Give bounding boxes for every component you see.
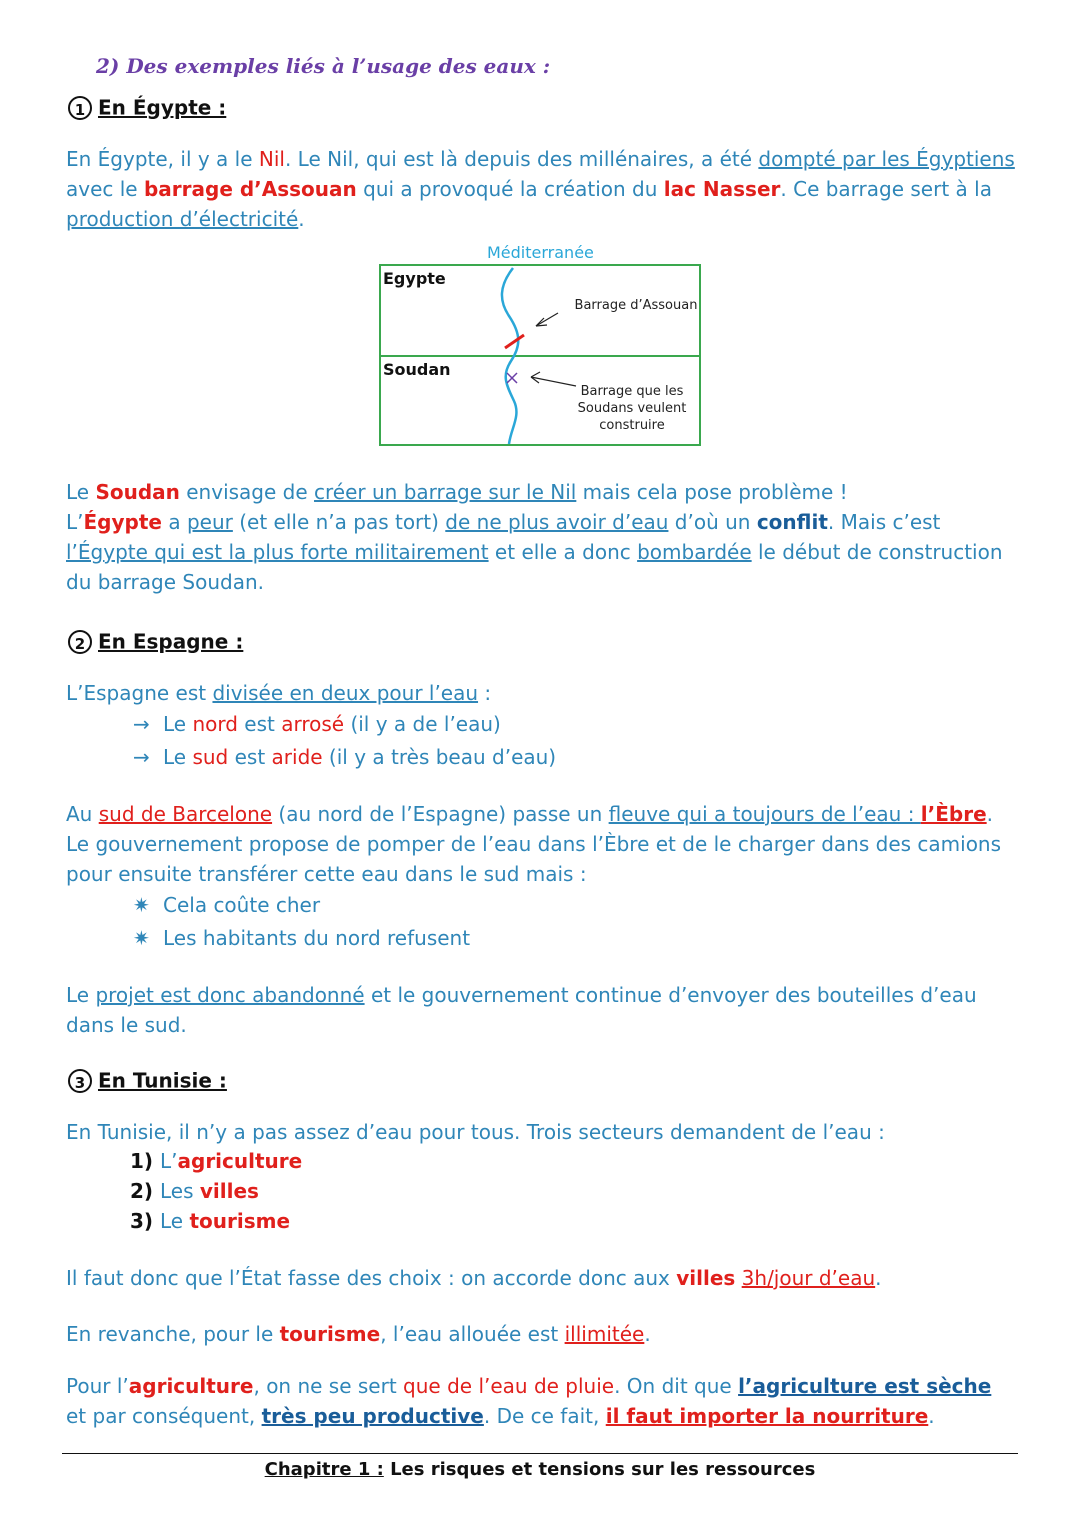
text: Le	[163, 712, 193, 736]
map-note-assouan: Barrage d’Assouan	[574, 298, 698, 313]
text: . Mais c’est	[827, 510, 941, 534]
keyword-soudan: Soudan	[95, 480, 180, 504]
map-label-egypte: Egypte	[383, 269, 446, 288]
text: le début de construction du barrage Soudan.	[66, 540, 1003, 594]
text: .	[986, 802, 994, 826]
underlined-text: 3h/jour d’eau	[741, 1266, 876, 1290]
text: , on ne se sert	[253, 1374, 404, 1398]
keyword: il faut importer la nourriture	[605, 1404, 929, 1428]
number-badge: 1	[68, 96, 92, 120]
text: avec le	[66, 177, 144, 201]
text: . Le Nil, qui est là depuis des millénaires, a été	[284, 147, 759, 171]
text: Les habitants du nord refusent	[163, 926, 471, 950]
text: et elle a donc	[488, 540, 638, 564]
text: L’	[66, 510, 84, 534]
espagne-bullets	[133, 889, 470, 955]
keyword: aride	[271, 745, 323, 769]
text: est	[228, 745, 272, 769]
text: est	[237, 712, 282, 736]
espagne-paragraph-1	[66, 799, 1016, 889]
keyword: que de l’eau de pluie	[403, 1374, 615, 1398]
text: En revanche, pour le	[66, 1322, 280, 1346]
text: (il y a de l’eau)	[344, 712, 501, 736]
note-line: Soudans veulent	[577, 401, 687, 416]
underlined-text: sud de Barcelone	[98, 802, 273, 826]
keyword: agriculture	[177, 1149, 303, 1173]
keyword: villes	[676, 1266, 736, 1290]
list-item	[133, 889, 470, 922]
keyword: nord	[192, 712, 238, 736]
text: Le	[66, 983, 96, 1007]
text: (au nord de l’Espagne) passe un	[272, 802, 609, 826]
heading-text: En Espagne :	[98, 629, 244, 654]
text: . De ce fait,	[483, 1404, 606, 1428]
star-icon: ✷	[133, 926, 150, 950]
text: .	[875, 1266, 882, 1290]
tunisie-paragraph-3	[66, 1371, 1016, 1431]
underlined-text: l’Égypte qui est la plus forte militairement	[66, 540, 489, 564]
egypte-paragraph-1	[66, 144, 1016, 234]
list-number: 1)	[130, 1149, 154, 1173]
arrow-icon: →	[133, 712, 150, 736]
list-item	[133, 741, 556, 774]
nile-river	[502, 268, 518, 444]
keyword-nil: Nil	[258, 147, 285, 171]
text: . On dit que	[614, 1374, 739, 1398]
text: .	[298, 207, 305, 231]
text: a	[161, 510, 187, 534]
underlined-text: créer un barrage sur le Nil	[314, 480, 577, 504]
tunisie-paragraph-2	[66, 1319, 1016, 1349]
text: et par conséquent,	[66, 1404, 262, 1428]
text: .	[644, 1322, 651, 1346]
underlined-text: peur	[186, 510, 233, 534]
underlined-text: divisée en deux pour l’eau	[212, 681, 479, 705]
text: :	[478, 681, 492, 705]
keyword-barrage: barrage d’Assouan	[143, 177, 357, 201]
underlined-text: de ne plus avoir d’eau	[445, 510, 669, 534]
tunisie-paragraph-1	[66, 1263, 1016, 1293]
underlined-text: bombardée	[637, 540, 752, 564]
text: mais cela pose problème !	[576, 480, 848, 504]
text: Il faut donc que l’État fasse des choix : on accorde donc aux	[66, 1266, 677, 1290]
text: En Égypte, il y a le	[66, 147, 259, 171]
text: . Ce barrage sert à la	[780, 177, 992, 201]
footer-divider	[62, 1453, 1018, 1454]
list-number: 2)	[130, 1179, 154, 1203]
keyword: l’agriculture est sèche	[738, 1374, 992, 1398]
text: , l’eau allouée est	[380, 1322, 565, 1346]
list-item	[130, 1206, 302, 1236]
map-label-soudan: Soudan	[383, 360, 451, 379]
text: (il y a très beau d’eau)	[322, 745, 557, 769]
underlined-text: fleuve qui a toujours de l’eau :	[608, 802, 921, 826]
heading-egypte	[68, 94, 226, 120]
assouan-dam-mark	[505, 335, 524, 348]
list-item	[133, 708, 556, 741]
keyword: agriculture	[128, 1374, 254, 1398]
text: Le	[163, 745, 193, 769]
heading-text: En Égypte :	[98, 95, 227, 120]
keyword: tourisme	[189, 1209, 291, 1233]
footer-label: Chapitre 1 :	[264, 1459, 384, 1480]
keyword-lac: lac Nasser	[663, 177, 781, 201]
keyword-conflit: conflit	[756, 510, 828, 534]
espagne-list	[133, 708, 556, 774]
arrow-line	[536, 313, 558, 326]
keyword: sud	[192, 745, 229, 769]
footer-text: Les risques et tensions sur les ressources	[383, 1459, 816, 1480]
text: .	[928, 1404, 935, 1428]
text: Le	[160, 1209, 190, 1233]
egypte-paragraph-2	[66, 477, 1016, 597]
keyword-egypte: Égypte	[83, 510, 162, 534]
text: L’	[160, 1149, 178, 1173]
text: Cela coûte cher	[163, 893, 321, 917]
section-title: 2) Des exemples liés à l’usage des eaux :	[96, 54, 551, 78]
arrow-head	[536, 318, 547, 326]
text: Les	[160, 1179, 200, 1203]
footer	[0, 1459, 1080, 1480]
nile-map	[379, 264, 701, 446]
arrow-icon: →	[133, 745, 150, 769]
text: Le gouvernement propose de pomper de l’eau dans l’Èbre et de le charger dans des camions pour ensuite transférer cette eau dans le sud mais :	[66, 832, 1002, 886]
espagne-intro	[66, 678, 1016, 708]
heading-espagne	[68, 628, 243, 654]
note-line: construire	[599, 418, 665, 433]
text: envisage de	[179, 480, 315, 504]
keyword: tourisme	[279, 1322, 381, 1346]
tunisie-list	[130, 1146, 302, 1236]
map-note-soudan-dam	[571, 383, 693, 434]
underlined-text: production d’électricité	[66, 207, 299, 231]
heading-tunisie	[68, 1067, 227, 1093]
star-icon: ✷	[133, 893, 150, 917]
number-badge: 3	[68, 1069, 92, 1093]
text: Le	[66, 480, 96, 504]
map-sea-label: Méditerranée	[487, 243, 594, 262]
underlined-text: projet est donc abandonné	[95, 983, 365, 1007]
underlined-text: dompté par les Égyptiens	[758, 147, 1015, 171]
list-item	[130, 1146, 302, 1176]
text: et le gouvernement continue d’envoyer des bouteilles d’eau dans le sud.	[66, 983, 977, 1037]
text: Au	[66, 802, 99, 826]
tunisie-intro: En Tunisie, il n’y a pas assez d’eau pour tous. Trois secteurs demandent de l’eau :	[66, 1120, 885, 1144]
text: Pour l’	[66, 1374, 129, 1398]
list-item	[130, 1176, 302, 1206]
heading-text: En Tunisie :	[98, 1068, 227, 1093]
keyword: très peu productive	[261, 1404, 484, 1428]
keyword: arrosé	[281, 712, 345, 736]
keyword: villes	[199, 1179, 259, 1203]
text: L’Espagne est	[66, 681, 213, 705]
number-badge: 2	[68, 630, 92, 654]
list-item	[133, 922, 470, 955]
keyword-ebre: l’Èbre	[920, 802, 987, 826]
text: (et elle n’a pas tort)	[232, 510, 446, 534]
text: qui a provoqué la création du	[356, 177, 664, 201]
text: d’où un	[668, 510, 757, 534]
list-number: 3)	[130, 1209, 154, 1233]
underlined-text: illimitée	[564, 1322, 645, 1346]
espagne-paragraph-2	[66, 980, 1016, 1040]
note-line: Barrage que les	[580, 384, 684, 399]
